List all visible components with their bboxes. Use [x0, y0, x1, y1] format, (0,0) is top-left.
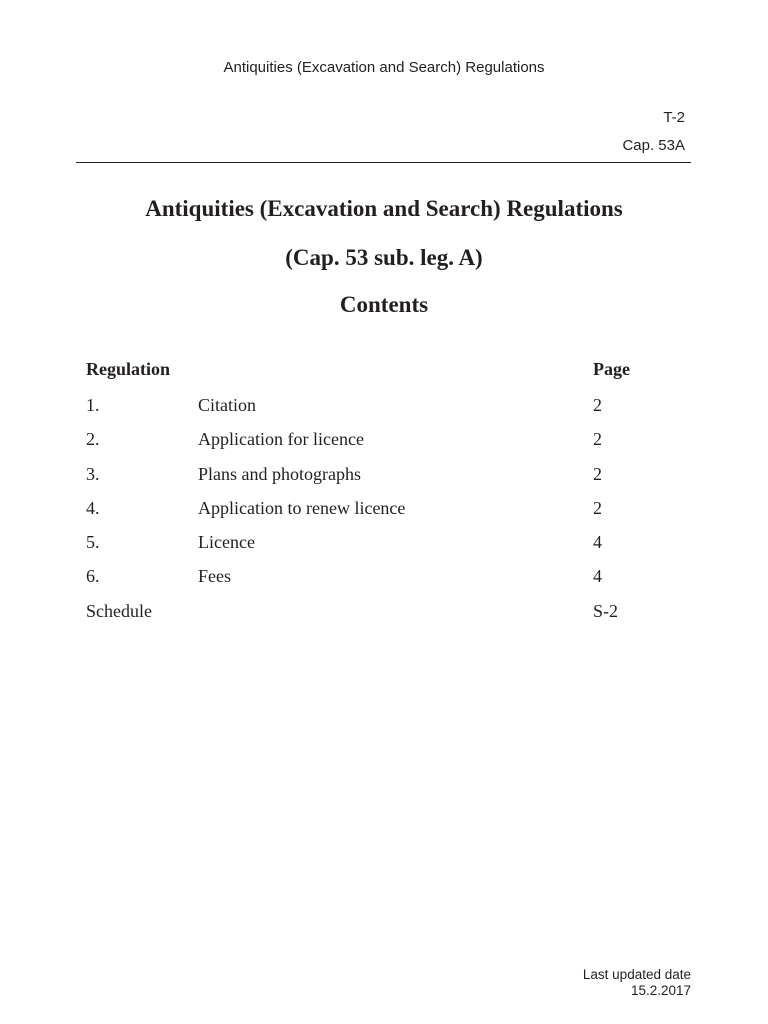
- toc-regulation-number: 1.: [86, 395, 100, 415]
- toc-regulation-title: Fees: [198, 566, 231, 587]
- toc-page-number: S-2: [593, 600, 619, 621]
- toc-regulation-title: Licence: [198, 532, 255, 553]
- toc-row: [86, 429, 686, 463]
- document-title: Antiquities (Excavation and Search) Regulations: [145, 196, 623, 221]
- toc-row: [86, 395, 686, 429]
- toc-regulation-number: 6.: [86, 566, 100, 587]
- toc-header-page: Page: [593, 359, 630, 379]
- running-header: Antiquities (Excavation and Search) Regulations: [223, 59, 545, 76]
- toc-page-number: 2: [593, 497, 602, 518]
- toc-row-schedule: [86, 601, 686, 635]
- toc-row: [86, 566, 686, 600]
- toc-page-number: 2: [593, 463, 602, 484]
- toc-page-number: 2: [593, 429, 602, 450]
- toc-regulation-title: Application for licence: [198, 429, 364, 450]
- toc-page-number: 2: [593, 395, 602, 415]
- toc-regulation-title: Plans and photographs: [198, 463, 361, 484]
- contents-heading: Contents: [339, 292, 429, 317]
- toc-row: [86, 498, 686, 532]
- page-code: T-2: [663, 109, 685, 126]
- chapter-code: Cap. 53A: [622, 137, 685, 154]
- toc-regulation-title: Citation: [198, 395, 256, 415]
- toc-regulation-number: 5.: [86, 532, 100, 553]
- toc-regulation-title: Application to renew licence: [198, 497, 406, 518]
- toc-row: [86, 464, 686, 498]
- toc-regulation-number: 3.: [86, 463, 100, 484]
- last-updated-date: 15.2.2017: [630, 983, 691, 998]
- toc-header-regulation: Regulation: [86, 359, 171, 379]
- toc-regulation-number: 4.: [86, 497, 100, 518]
- footer: [583, 967, 691, 999]
- toc-page-number: 4: [593, 532, 602, 553]
- toc-header-row: [86, 359, 686, 395]
- toc-row: [86, 532, 686, 566]
- header-divider: [76, 162, 691, 163]
- last-updated-label: Last updated date: [582, 967, 691, 982]
- toc-page-number: 4: [593, 566, 602, 587]
- toc-regulation-number: 2.: [86, 429, 100, 450]
- toc-schedule-label: Schedule: [86, 600, 152, 621]
- table-of-contents: [86, 359, 686, 635]
- document-subtitle: (Cap. 53 sub. leg. A): [285, 245, 483, 270]
